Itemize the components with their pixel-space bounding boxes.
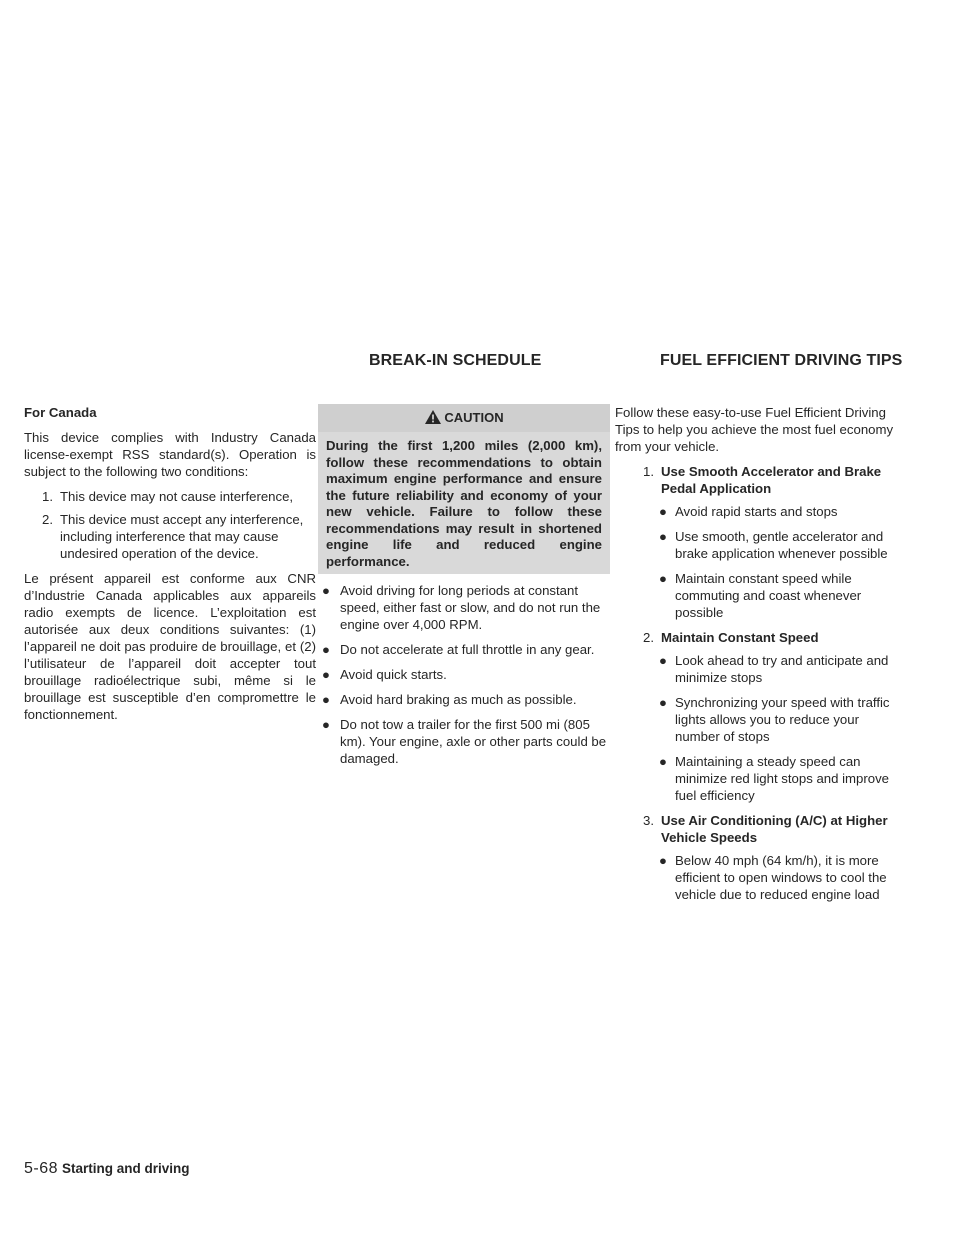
list-item-text: Avoid hard braking as much as possible.	[340, 692, 577, 707]
list-item-text: Synchronizing your speed with traffic lights allows you to reduce your number of stops	[675, 695, 890, 744]
bullet-icon: ●	[659, 529, 667, 544]
section-bullets	[615, 852, 907, 903]
section-title	[615, 812, 907, 846]
break-in-schedule-heading: BREAK-IN SCHEDULE	[369, 352, 542, 369]
list-item-text: Below 40 mph (64 km/h), it is more efficient to open windows to cool the vehicle due to reduced engine load	[675, 853, 887, 902]
list-item	[615, 652, 907, 686]
page-number: 5-68	[24, 1160, 59, 1177]
caution-text: During the first 1,200 miles (2,000 km), follow these recommendations to obtain maximum engine performance and ensure the future reliability and economy of your new vehicle. Failure to follow these recommendations may result in shortened engine life and reduced engine performance.	[326, 438, 602, 569]
list-item	[318, 666, 610, 683]
condition-number: 1.	[42, 489, 53, 504]
list-item	[318, 641, 610, 658]
list-item	[615, 503, 907, 520]
industry-canada-paragraph: This device complies with Industry Canada license-exempt RSS standard(s). Operation is subject to the following two conditions:	[24, 430, 316, 479]
fuel-tips-intro: Follow these easy-to-use Fuel Efficient Driving Tips to help you achieve the most fuel economy from your vehicle.	[615, 405, 894, 454]
break-in-list	[318, 582, 610, 767]
list-item-text: Use smooth, gentle accelerator and brake application whenever possible	[675, 529, 888, 561]
column-break-in	[318, 404, 610, 775]
list-item	[615, 570, 907, 621]
bullet-icon: ●	[322, 717, 330, 732]
section-number: 2.	[643, 630, 654, 645]
list-item-text: Do not accelerate at full throttle in any gear.	[340, 642, 595, 657]
bullet-icon: ●	[322, 642, 330, 657]
section-title-text: Maintain Constant Speed	[661, 630, 819, 645]
bullet-icon: ●	[659, 695, 667, 710]
conditions-list	[24, 488, 316, 562]
condition-item	[24, 511, 316, 562]
section-number: 3.	[643, 813, 654, 828]
bullet-icon: ●	[659, 754, 667, 769]
condition-text: This device must accept any interference, including interference that may cause undesired operation of the device.	[60, 512, 304, 561]
list-item	[615, 852, 907, 903]
bullet-icon: ●	[659, 571, 667, 586]
list-item	[318, 582, 610, 633]
list-item	[318, 691, 610, 708]
condition-item	[24, 488, 316, 505]
column-fuel-tips	[615, 404, 907, 911]
section-title	[615, 463, 907, 497]
caution-box	[318, 404, 610, 574]
section-title	[615, 629, 907, 646]
list-item	[615, 694, 907, 745]
fuel-tips-sections	[615, 463, 907, 903]
list-item-text: Avoid rapid starts and stops	[675, 504, 838, 519]
list-item-text: Maintaining a steady speed can minimize red light stops and improve fuel efficiency	[675, 754, 890, 803]
bullet-icon: ●	[322, 583, 330, 598]
bullet-icon: ●	[322, 667, 330, 682]
condition-text: This device may not cause interference,	[60, 489, 294, 504]
section-title-text: Use Smooth Accelerator and Brake Pedal Application	[661, 464, 882, 496]
fuel-tip-section	[615, 629, 907, 804]
list-item-text: Maintain constant speed while commuting and coast whenever possible	[675, 571, 862, 620]
bullet-icon: ●	[322, 692, 330, 707]
french-compliance-paragraph: Le présent appareil est conforme aux CNR d’Industrie Canada applicables aux appareils radio exempts de licence. L’exploitation est autorisée aux deux conditions suivantes: (1) l’appareil ne doit pas produire de brouillage, et (2) l’utilisateur de l’appareil doit accepter tout brouillage radioélectrique subi, même si le brouillage est susceptible d’en compromettre le fonctionnement.	[24, 571, 316, 722]
fuel-tip-section	[615, 812, 907, 903]
list-item	[615, 528, 907, 562]
fuel-efficient-tips-heading: FUEL EFFICIENT DRIVING TIPS	[660, 352, 903, 369]
bullet-icon: ●	[659, 653, 667, 668]
chapter-title: Starting and driving	[62, 1161, 190, 1176]
bullet-icon: ●	[659, 853, 667, 868]
list-item-text: Look ahead to try and anticipate and minimize stops	[675, 653, 889, 685]
for-canada-subheading: For Canada	[24, 405, 97, 420]
bullet-icon: ●	[659, 504, 667, 519]
list-item-text: Avoid driving for long periods at constant speed, either fast or slow, and do not run the engine over 4,000 RPM.	[340, 583, 601, 632]
list-item	[615, 753, 907, 804]
fuel-tip-section	[615, 463, 907, 621]
list-item-text: Avoid quick starts.	[340, 667, 447, 682]
warning-icon	[424, 409, 442, 425]
section-bullets	[615, 652, 907, 804]
caution-header	[318, 404, 610, 432]
page-footer	[24, 1160, 190, 1177]
list-item	[318, 716, 610, 767]
section-bullets	[615, 503, 907, 621]
caution-label: CAUTION	[444, 410, 504, 425]
list-item-text: Do not tow a trailer for the first 500 mi (805 km). Your engine, axle or other parts could be damaged.	[340, 717, 607, 766]
condition-number: 2.	[42, 512, 53, 527]
column-canada	[24, 404, 316, 731]
section-number: 1.	[643, 464, 654, 479]
section-title-text: Use Air Conditioning (A/C) at Higher Vehicle Speeds	[661, 813, 888, 845]
